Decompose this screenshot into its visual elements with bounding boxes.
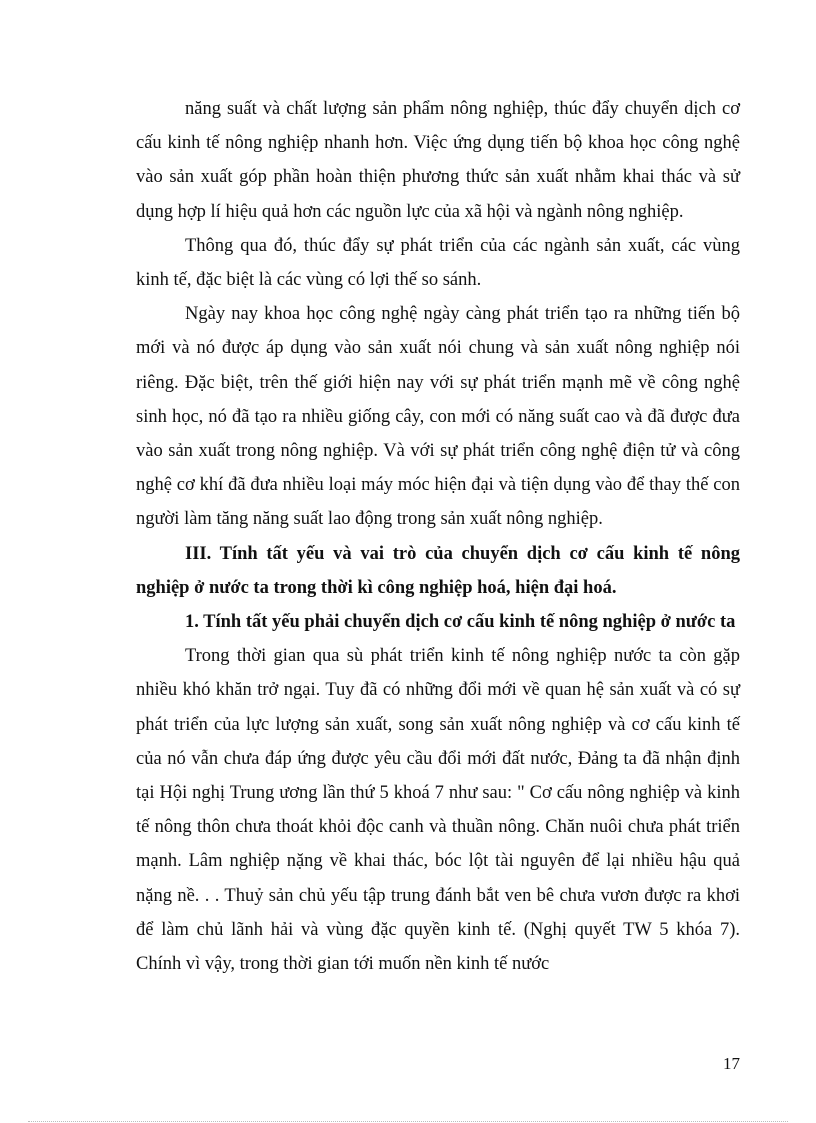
subsection-heading: 1. Tính tất yếu phải chuyển dịch cơ cấu kinh tế nông nghiệp ở nước ta <box>185 612 736 633</box>
body-paragraph: năng suất và chất lượng sản phẩm nông nghiệp, thúc đẩy chuyển dịch cơ cấu kinh tế nông nghiệp nhanh hơn. Việc ứng dụng tiến bộ khoa học công nghệ vào sản xuất góp phần hoàn thiện phương thức sản xuất nhằm khai thác và sử dụng hợp lí hiệu quả hơn các nguồn lực của xã hội và ngành nông nghiệp. <box>136 99 740 222</box>
page-number: 17 <box>723 1054 740 1073</box>
document-body <box>136 92 740 981</box>
page-bottom-rule <box>28 1121 788 1122</box>
body-paragraph: Thông qua đó, thúc đẩy sự phát triển của các ngành sản xuất, các vùng kinh tế, đặc biệt là các vùng có lợi thế so sánh. <box>136 235 740 291</box>
section-heading: III. Tính tất yếu và vai trò của chuyển dịch cơ cấu kinh tế nông nghiệp ở nước ta trong thời kì công nghiệp hoá, hiện đại hoá. <box>136 543 740 598</box>
body-paragraph: Trong thời gian qua sù phát triển kinh tế nông nghiệp nước ta còn gặp nhiều khó khăn trở ngại. Tuy đã có những đổi mới về quan hệ sản xuất và có sự phát triển của lực lượng sản xuất, song sản xuất nông nghiệp và cơ cấu kinh tế của nó vẫn chưa đáp ứng được yêu cầu đổi mới đất nước, Đảng ta đã nhận định tại Hội nghị Trung ương lần thứ 5 khoá 7 như sau: " Cơ cấu nông nghiệp và kinh tế nông thôn chưa thoát khỏi độc canh và thuần nông. Chăn nuôi chưa phát triển mạnh. Lâm nghiệp nặng về khai thác, bóc lột tài nguyên để lại nhiều hậu quả nặng nề. . . Thuỷ sản chủ yếu tập trung đánh bắt ven bê chưa vươn được ra khơi để làm chủ lãnh hải và vùng đặc quyền kinh tế. (Nghị quyết TW 5 khóa 7). Chính vì vậy, trong thời gian tới muốn nền kinh tế nước <box>136 646 740 975</box>
body-paragraph: Ngày nay khoa học công nghệ ngày càng phát triển tạo ra những tiến bộ mới và nó được áp dụng vào sản xuất nói chung và sản xuất nông nghiệp nói riêng. Đặc biệt, trên thế giới hiện nay với sự phát triển mạnh mẽ về công nghệ sinh học, nó đã tạo ra nhiều giống cây, con mới có năng suất cao và đã được đưa vào sản xuất trong nông nghiệp. Và với sự phát triển công nghệ điện tử và công nghệ cơ khí đã đưa nhiều loại máy móc hiện đại và tiện dụng vào để thay thế con người làm tăng năng suất lao động trong sản xuất nông nghiệp. <box>136 304 740 530</box>
